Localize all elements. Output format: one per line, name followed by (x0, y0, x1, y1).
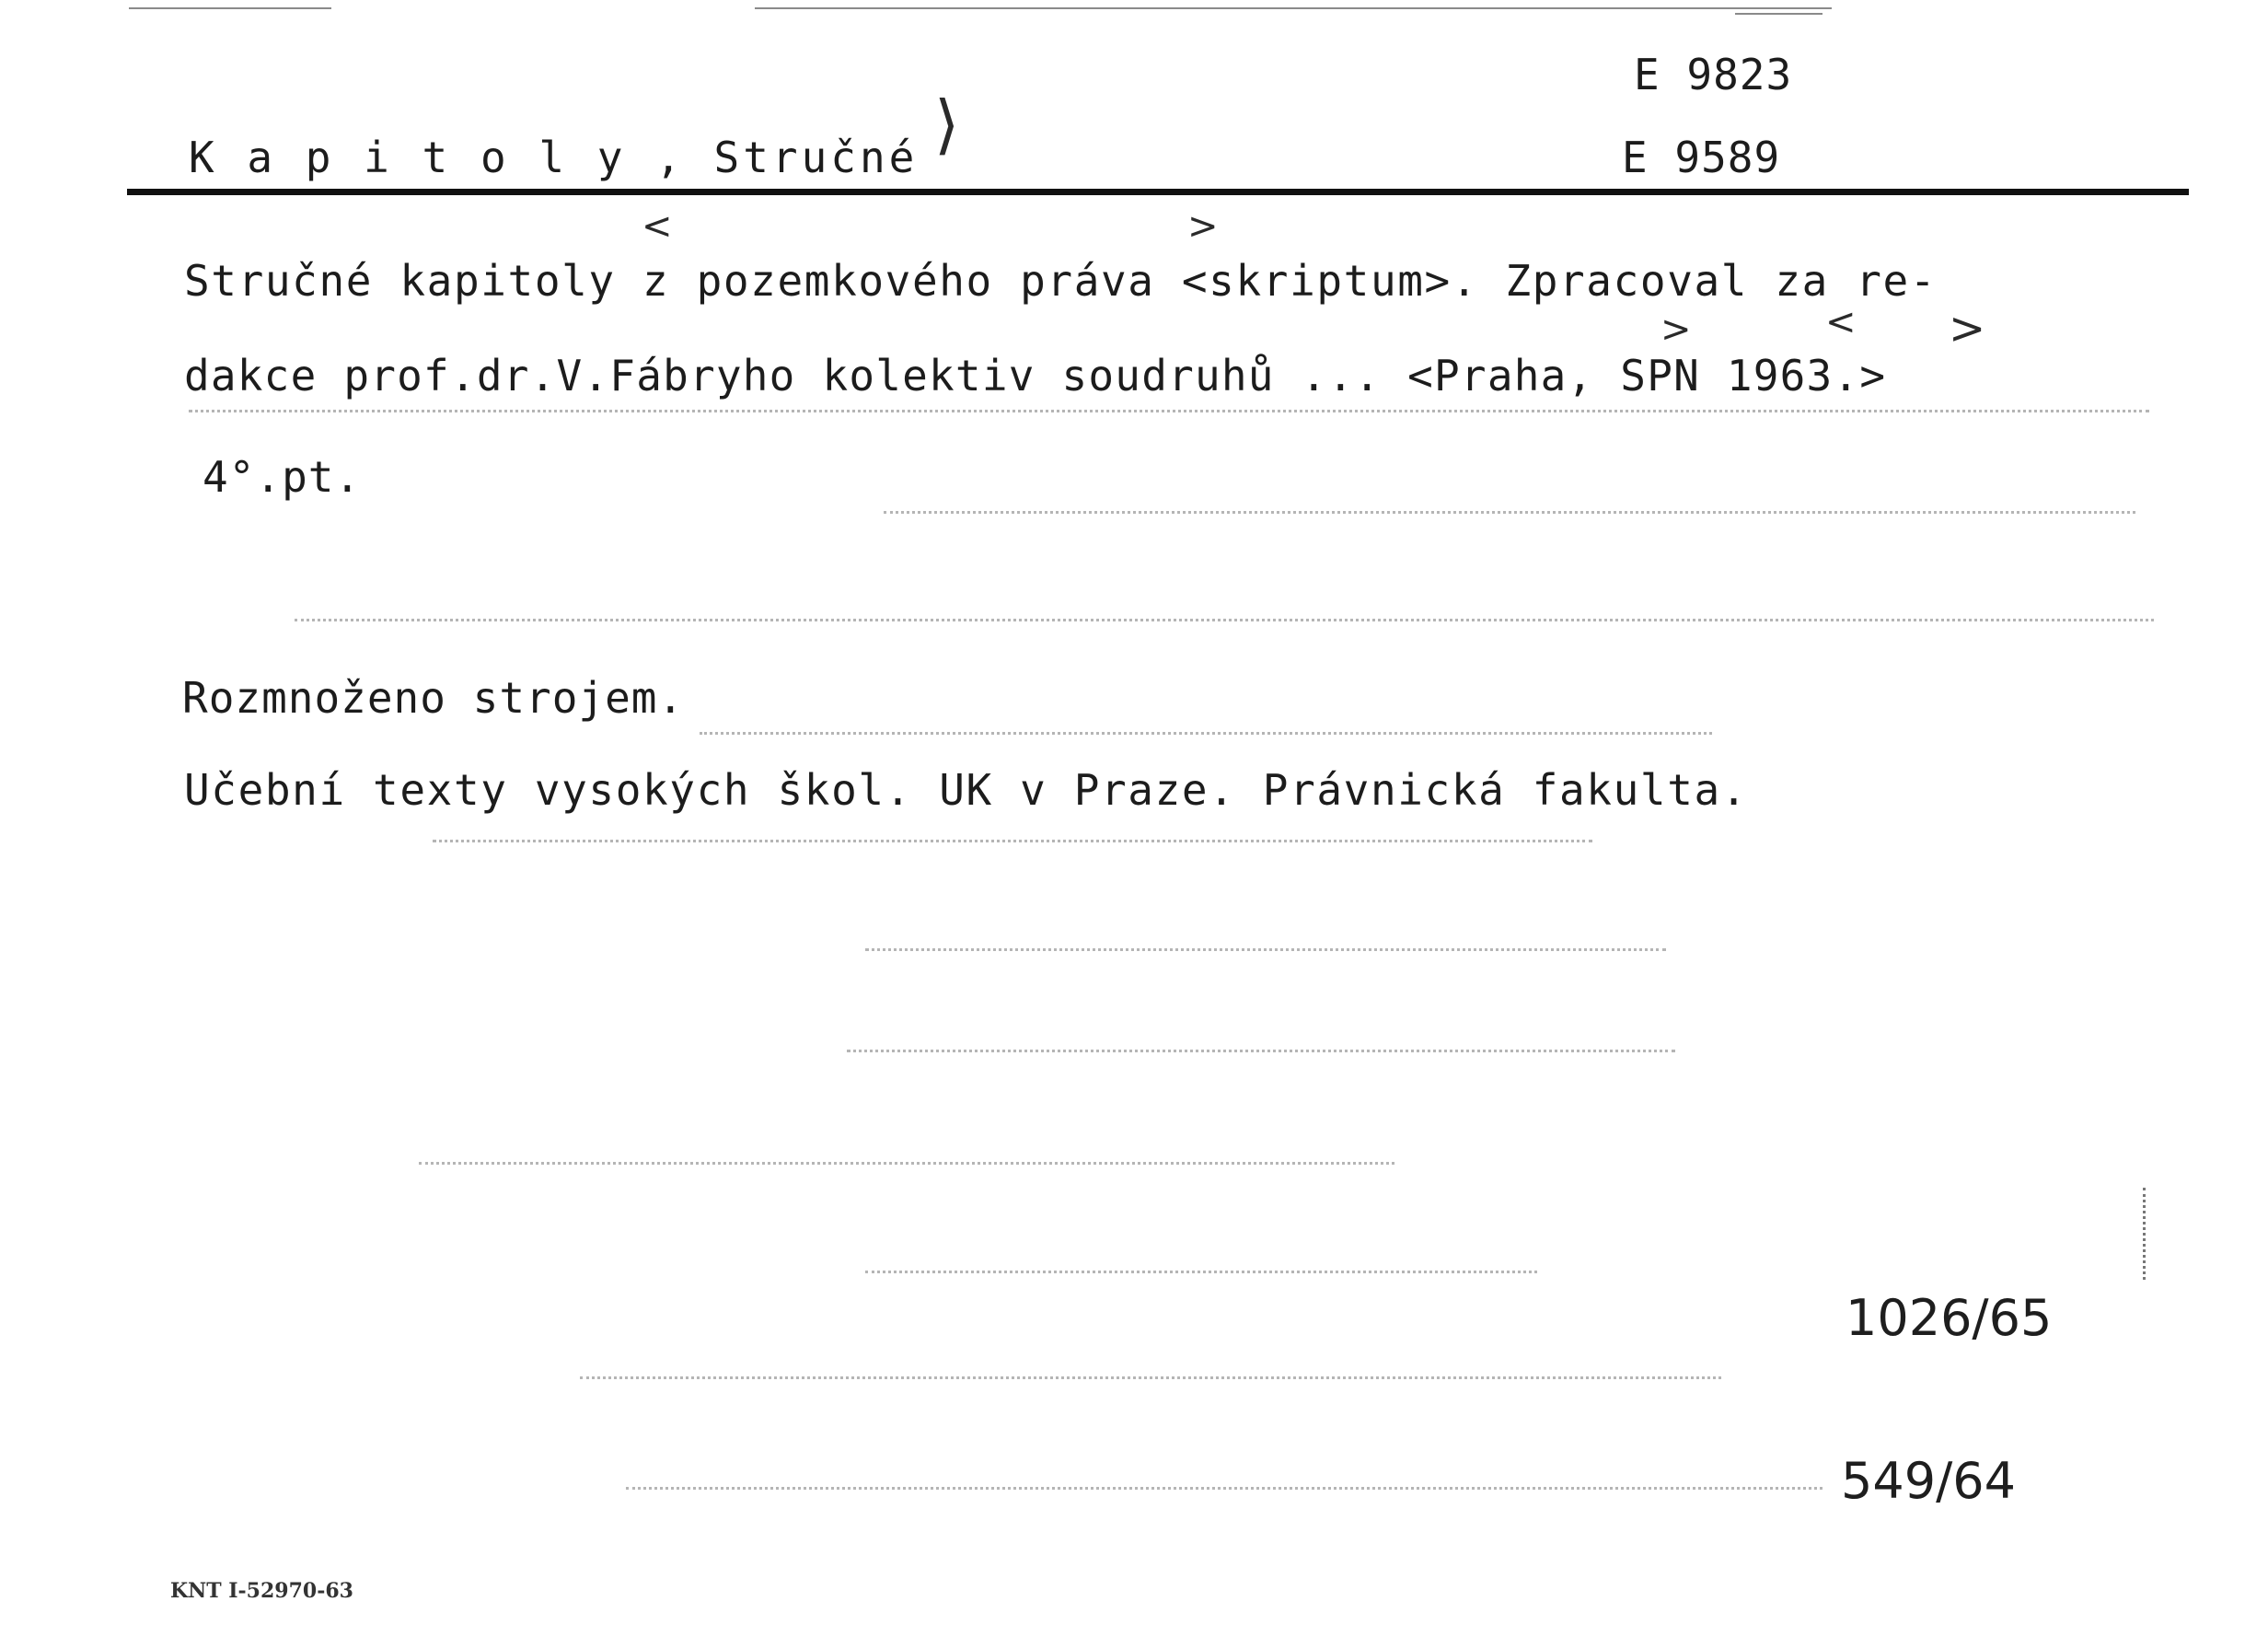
header-rule (127, 189, 2189, 195)
ruled-line (419, 1162, 1394, 1165)
call-number: E 9823 (1634, 50, 1793, 99)
ruled-line (865, 948, 1666, 951)
card-heading: K a p i t o l y , Stručné (189, 133, 919, 182)
note-line: Učební texty vysokých škol. UK v Praze. Právnická fakulta. (184, 765, 1749, 815)
call-number: E 9589 (1622, 133, 1781, 182)
ruled-line (189, 410, 2149, 412)
description-line: dakce prof.dr.V.Fábryho kolektiv soudruhů ... <Praha, SPN 1963.> (184, 351, 1887, 400)
ruled-line (865, 1271, 1537, 1273)
handwritten-mark: ⟩ (934, 87, 960, 162)
description-line: Stručné kapitoly z pozemkového práva <skriptum>. Zpracoval za re- (184, 256, 1938, 306)
ruled-line (580, 1376, 1721, 1379)
ruled-line (847, 1050, 1675, 1052)
ruled-line (295, 619, 2154, 621)
margin-mark (2143, 1188, 2146, 1280)
format-note: 4°.pt. (202, 452, 362, 502)
handwritten-mark: > (1949, 303, 1986, 354)
note-line: Rozmnoženo strojem. (182, 673, 685, 723)
ruled-line (433, 840, 1592, 842)
accession-number: 549/64 (1841, 1452, 2016, 1510)
accession-number: 1026/65 (1846, 1289, 2053, 1347)
handwritten-mark: < (1825, 301, 1857, 343)
handwritten-mark: > (1660, 308, 1692, 351)
printer-mark: KNT I-52970-63 (170, 1579, 353, 1603)
top-edge-mark (755, 7, 1832, 9)
top-edge-mark (1735, 13, 1822, 15)
handwritten-mark: > (1187, 205, 1219, 248)
ruled-line (700, 732, 1712, 735)
handwritten-mark: < (642, 205, 673, 248)
ruled-line (626, 1487, 1822, 1490)
ruled-line (884, 511, 2135, 514)
top-edge-mark (129, 7, 331, 9)
